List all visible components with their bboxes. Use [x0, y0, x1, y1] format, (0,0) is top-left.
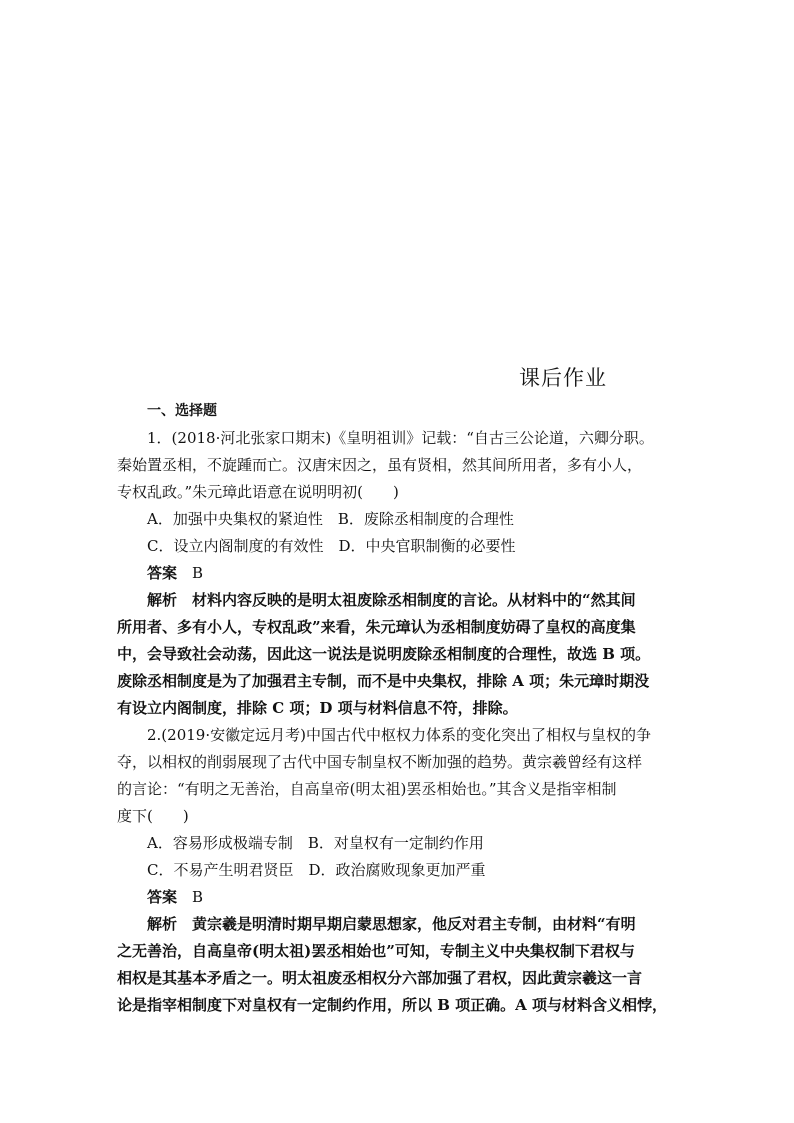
- question-2-answer: [117, 884, 679, 911]
- answer-value: B: [192, 564, 204, 582]
- question-1-analysis-line: 有设立内阁制度，排除 C 项；D 项与材料信息不符，排除。: [117, 699, 518, 717]
- question-1-answer: [117, 560, 679, 587]
- question-2-analysis-line: 相权是其基本矛盾之一。明太祖废丞相权分六部加强了君权，因此黄宗羲这一言: [117, 969, 643, 987]
- question-1: [117, 425, 679, 722]
- answer-label: 答案: [147, 888, 178, 906]
- question-1-analysis-line: 中，会导致社会动荡，因此这一说法是说明废除丞相制度的合理性，故选 B 项。: [117, 645, 651, 663]
- question-1-options: C．设立内阁制度的有效性 D．中央官职制衡的必要性: [147, 537, 516, 555]
- section-heading: 一、选择题: [147, 403, 217, 419]
- question-2: [117, 722, 679, 1019]
- question-1-analysis-line: 所用者、多有小人，专权乱政”来看，朱元璋认为丞相制度妨碍了皇权的高度集: [117, 618, 636, 636]
- analysis-label: 解析: [147, 591, 178, 609]
- question-1-options: A．加强中央集权的紧迫性 B．废除丞相制度的合理性: [147, 510, 514, 528]
- question-2-analysis-line: 之无善治，自高皇帝(明太祖)罢丞相始也”可知，专制主义中央集权制下君权与: [117, 942, 635, 960]
- question-2-stem-line: 的言论：“有明之无善治，自高皇帝(明太祖)罢丞相始也。”其含义是指宰相制: [117, 780, 617, 798]
- question-1-analysis-line: 废除丞相制度是为了加强君主专制，而不是中央集权，排除 A 项；朱元璋时期没: [117, 672, 650, 690]
- answer-label: 答案: [147, 564, 178, 582]
- answer-value: B: [192, 888, 204, 906]
- analysis-label: 解析: [147, 915, 178, 933]
- analysis-text: 材料内容反映的是明太祖废除丞相制度的言论。从材料中的“然其间: [192, 591, 636, 609]
- question-2-options: A．容易形成极端专制 B．对皇权有一定制约作用: [147, 834, 484, 852]
- question-2-options: C．不易产生明君贤臣 D．政治腐败现象更加严重: [147, 861, 486, 879]
- page-title: 课后作业: [519, 366, 607, 390]
- question-2-stem-line: 2.(2019·安徽定远月考)中国古代中枢权力体系的变化突出了相权与皇权的争: [147, 726, 651, 744]
- question-2-analysis-line: 论是指宰相制度下对皇权有一定制约作用，所以 B 项正确。A 项与材料含义相悖，: [117, 996, 667, 1014]
- question-2-stem-line: 度下( ): [117, 807, 189, 825]
- analysis-text: 黄宗羲是明清时期早期启蒙思想家，他反对君主专制，由材料“有明: [192, 915, 636, 933]
- question-2-analysis-line: [117, 911, 679, 938]
- question-1-stem-line: 1．(2018·河北张家口期末)《皇明祖训》记载：“自古三公论道，六卿分职。: [147, 429, 654, 447]
- document-body: [117, 398, 679, 1019]
- question-1-stem-line: 秦始置丞相，不旋踵而亡。汉唐宋因之，虽有贤相，然其间所用者，多有小人，: [117, 456, 643, 474]
- question-1-analysis-line: [117, 587, 679, 614]
- question-1-stem-line: 专权乱政。”朱元璋此语意在说明明初( ): [117, 483, 399, 501]
- question-2-stem-line: 夺，以相权的削弱展现了古代中国专制皇权不断加强的趋势。黄宗羲曾经有这样: [117, 753, 643, 771]
